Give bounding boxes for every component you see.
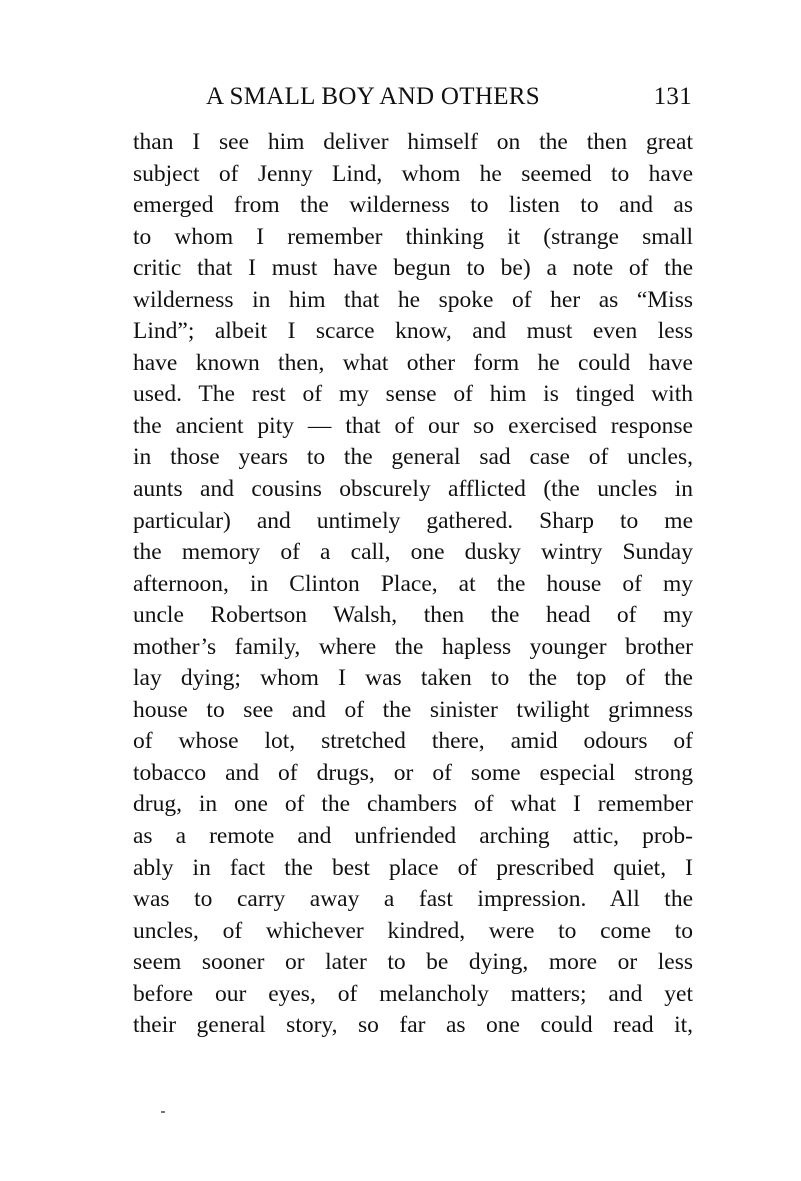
running-head-title: A SMALL BOY AND OTHERS (206, 83, 540, 110)
text-line: was to carry away a fast impression. All the (133, 886, 693, 913)
body-text (133, 127, 693, 1042)
text-line: the memory of a call, one dusky wintry Sunday (133, 539, 693, 566)
text-line: before our eyes, of melancholy matters; and yet (133, 980, 693, 1007)
text-line: uncle Robertson Walsh, then the head of my (133, 602, 693, 629)
text-line: lay dying; whom I was taken to the top of the (133, 665, 693, 692)
text-line: used. The rest of my sense of him is tinged with (133, 381, 693, 408)
text-line: drug, in one of the chambers of what I remember (133, 791, 693, 818)
text-line: particular) and untimely gathered. Sharp to me (133, 507, 693, 534)
text-line: uncles, of whichever kindred, were to come to (133, 917, 693, 944)
text-line: aunts and cousins obscurely afflicted (the uncles in (133, 476, 693, 503)
text-line: as a remote and unfriended arching attic, prob- (133, 823, 693, 850)
text-line: subject of Jenny Lind, whom he seemed to have (133, 160, 693, 187)
text-line: tobacco and of drugs, or of some especial strong (133, 759, 693, 786)
text-line: emerged from the wilderness to listen to and as (133, 192, 693, 219)
text-line: their general story, so far as one could read it, (133, 1012, 693, 1039)
text-line: house to see and of the sinister twilight grimness (133, 696, 693, 723)
text-line: have known then, what other form he could have (133, 349, 693, 376)
text-line: than I see him deliver himself on the then great (133, 129, 693, 155)
text-line: ably in fact the best place of prescribed quiet, I (133, 854, 693, 881)
print-speck (161, 1111, 165, 1113)
text-line: Lind”; albeit I scarce know, and must even less (133, 318, 693, 345)
text-line: afternoon, in Clinton Place, at the house of my (133, 570, 693, 597)
page-number: 131 (653, 83, 692, 110)
text-line: to whom I remember thinking it (strange small (133, 223, 693, 250)
text-line: critic that I must have begun to be) a note of the (133, 255, 693, 282)
text-line: wilderness in him that he spoke of her as “Miss (133, 286, 693, 313)
text-line: mother’s family, where the hapless younger brother (133, 633, 693, 660)
text-line: seem sooner or later to be dying, more or less (133, 949, 693, 976)
text-line: of whose lot, stretched there, amid odours of (133, 728, 693, 755)
running-head (206, 80, 692, 114)
text-line: in those years to the general sad case of uncles, (133, 444, 693, 471)
text-line: the ancient pity — that of our so exercised response (133, 412, 693, 439)
